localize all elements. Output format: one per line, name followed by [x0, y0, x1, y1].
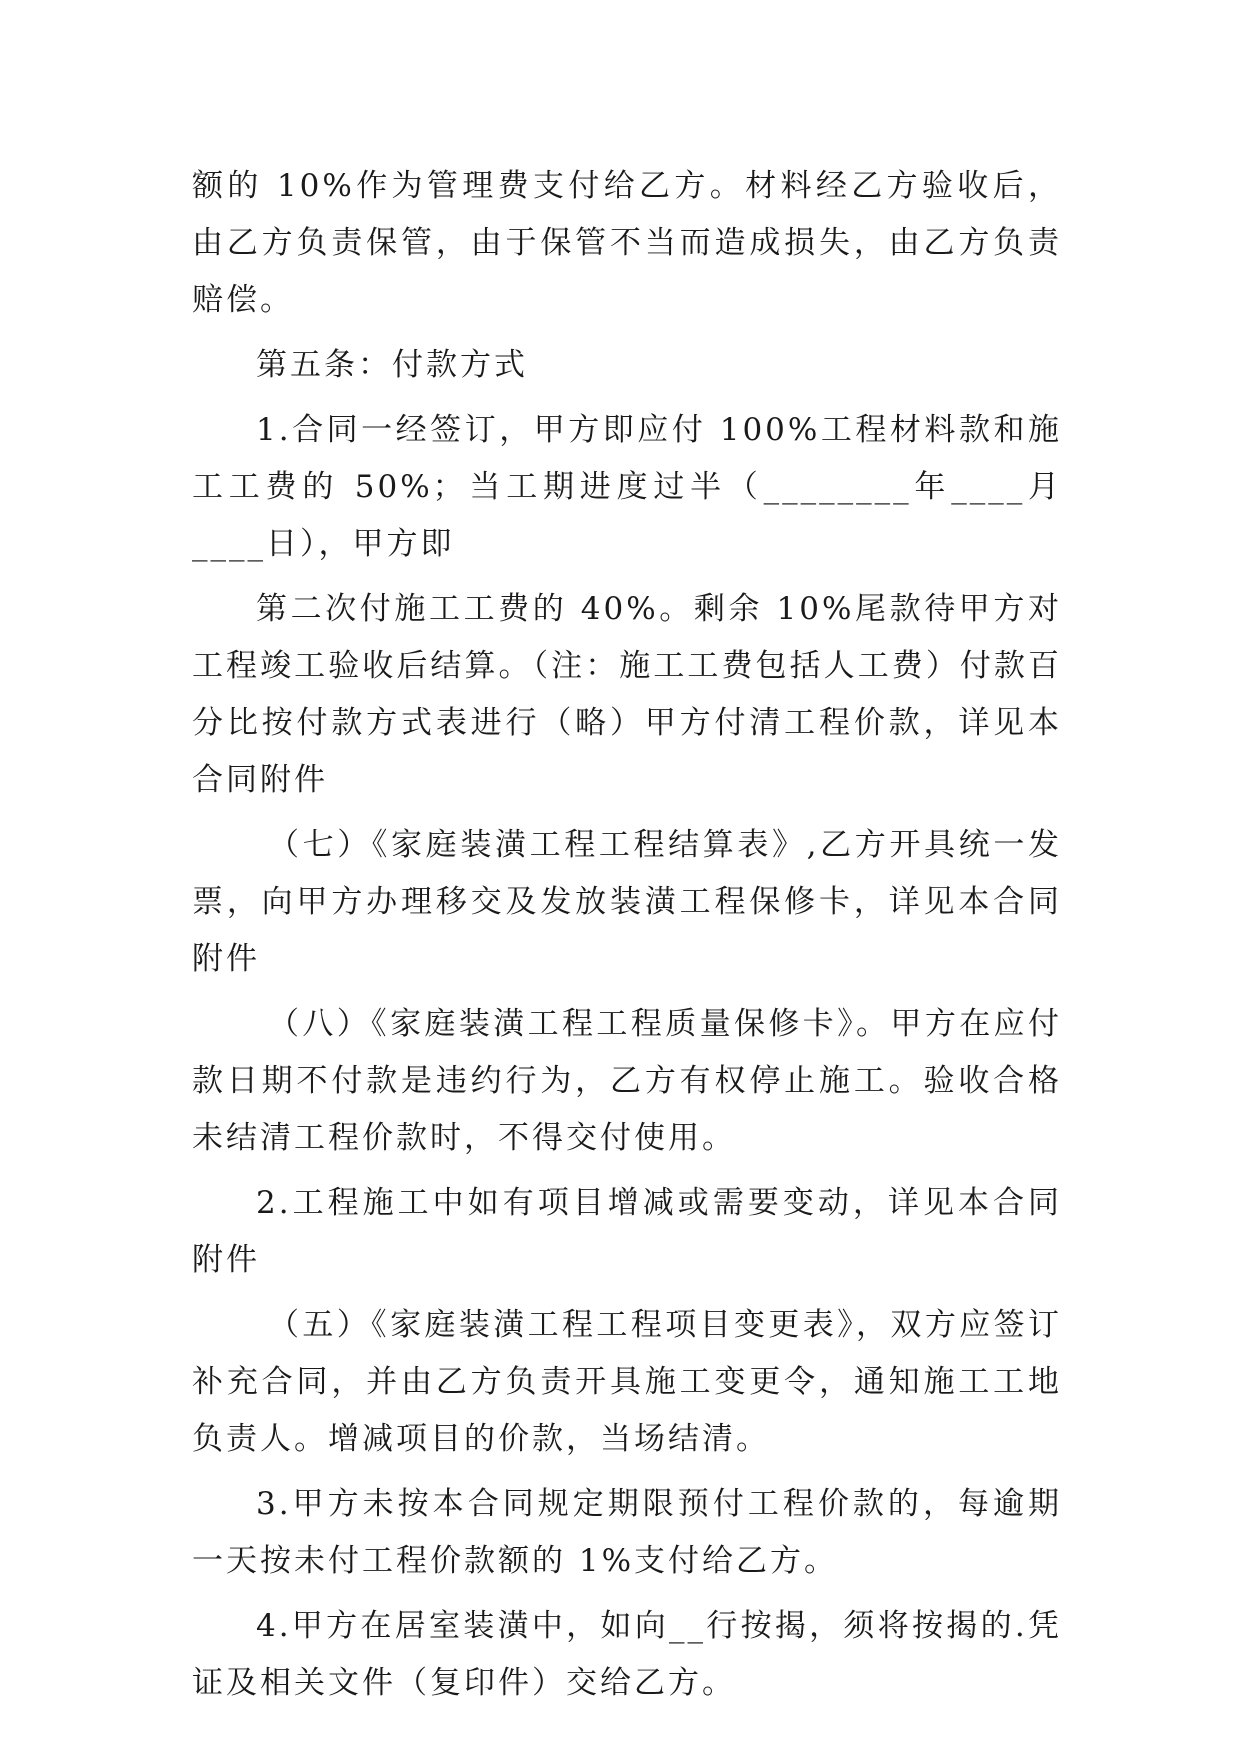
paragraph-second-payment: 第二次付施工工费的 40%。剩余 10%尾款待甲方对工程竣工验收后结算。（注：施工工费包括人工费）付款百分比按付款方式表进行（略）甲方付清工程价款，详见本合同附件: [192, 591, 1062, 798]
paragraph-attachment-seven: （七）《家庭装潢工程工程结算表》,乙方开具统一发票，向甲方办理移交及发放装潢工程保修卡，详见本合同附件: [192, 827, 1062, 977]
paragraph-payment-item-3: 3.甲方未按本合同规定期限预付工程价款的，每逾期一天按未付工程价款额的 1%支付给乙方。: [192, 1486, 1062, 1579]
paragraph-payment-item-4: 4.甲方在居室装潢中，如向__行按揭，须将按揭的.凭证及相关文件（复印件）交给乙方。: [192, 1608, 1062, 1701]
paragraph-payment-item-1: 1.合同一经签订，甲方即应付 100%工程材料款和施工工费的 50%；当工期进度过半（________年____月____日），甲方即: [192, 412, 1062, 562]
paragraph-attachment-eight: （八）《家庭装潢工程工程质量保修卡》。甲方在应付款日期不付款是违约行为，乙方有权停止施工。验收合格未结清工程价款时，不得交付使用。: [192, 1006, 1062, 1156]
paragraph-article-five-heading: 第五条：付款方式: [256, 347, 528, 383]
paragraph-payment-item-2: 2.工程施工中如有项目增减或需要变动，详见本合同附件: [192, 1185, 1062, 1278]
paragraph-attachment-five: （五）《家庭装潢工程工程项目变更表》，双方应签订补充合同，并由乙方负责开具施工变更令，通知施工工地负责人。增减项目的价款，当场结清。: [192, 1307, 1062, 1457]
contract-body: [192, 158, 1062, 1712]
paragraph-management-fee: 额的 10%作为管理费支付给乙方。材料经乙方验收后，由乙方负责保管，由于保管不当而造成损失，由乙方负责赔偿。: [192, 168, 1062, 318]
